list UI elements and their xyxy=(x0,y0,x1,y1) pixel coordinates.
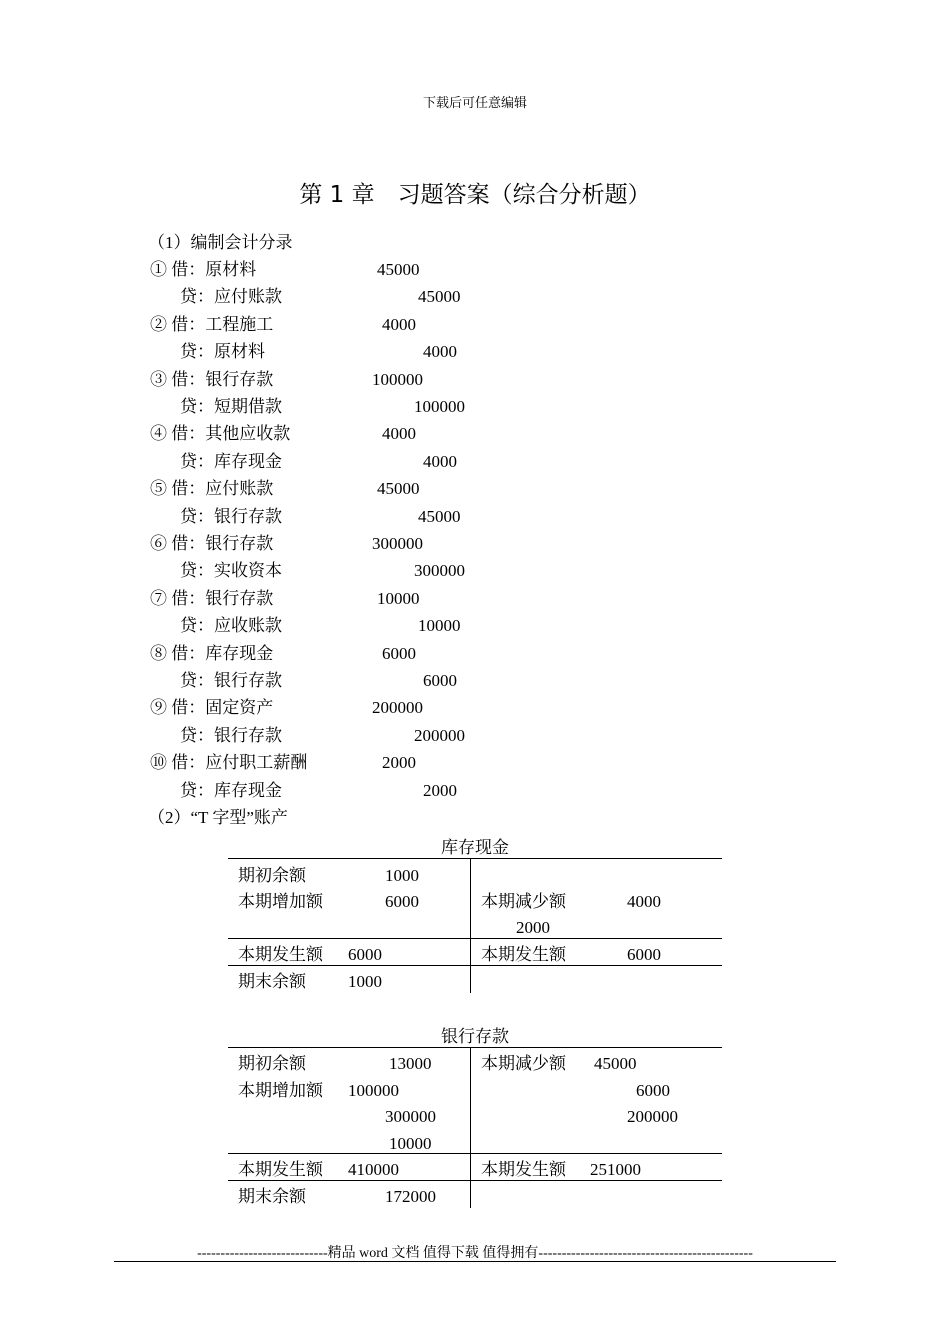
debit-account: ⑦ 借：银行存款 xyxy=(150,588,274,608)
t-account-total-rule xyxy=(228,938,722,939)
credit-amount: 45000 xyxy=(418,287,461,307)
credit-account: 贷：应收账款 xyxy=(180,616,282,636)
debit-account: ① 借：原材料 xyxy=(150,260,257,279)
decrease-value: 200000 xyxy=(627,1107,678,1126)
decrease-value: 6000 xyxy=(636,1081,670,1100)
credit-account: 贷：银行存款 xyxy=(180,725,282,745)
page-footer: ----------------------------精品 word 文档 值得下载 值得拥有---------------------------------------------- xyxy=(197,1246,753,1261)
credit-account: 贷：库存现金 xyxy=(180,451,282,471)
credit-account: 贷：银行存款 xyxy=(180,506,282,526)
debit-amount: 10000 xyxy=(377,588,420,608)
credit-total-value: 6000 xyxy=(627,945,661,964)
closing-balance-label: 期末余额 xyxy=(238,972,306,991)
closing-balance-label: 期末余额 xyxy=(238,1187,306,1206)
debit-account: ⑤ 借：应付账款 xyxy=(150,479,274,499)
debit-amount: 6000 xyxy=(382,643,416,663)
opening-balance-value: 1000 xyxy=(385,866,419,885)
credit-amount: 4000 xyxy=(423,342,457,362)
decrease-value: 45000 xyxy=(594,1054,637,1073)
increase-label: 本期增加额 xyxy=(238,1081,323,1100)
credit-account: 贷：银行存款 xyxy=(180,671,282,690)
debit-amount: 45000 xyxy=(377,479,420,499)
debit-amount: 300000 xyxy=(372,534,423,553)
t-account-divider xyxy=(470,858,471,993)
credit-account: 贷：原材料 xyxy=(180,342,265,362)
credit-account: 贷：短期借款 xyxy=(180,397,282,416)
credit-total-label: 本期发生额 xyxy=(481,945,566,964)
increase-label: 本期增加额 xyxy=(238,892,323,911)
debit-total-label: 本期发生额 xyxy=(238,1160,323,1179)
opening-balance-label: 期初余额 xyxy=(238,1054,306,1073)
debit-amount: 2000 xyxy=(382,753,416,773)
increase-value: 300000 xyxy=(385,1107,436,1126)
debit-account: ⑨ 借：固定资产 xyxy=(150,698,274,718)
credit-account: 贷：应付账款 xyxy=(180,287,282,307)
section-heading-t-accounts: （2）“T 字型”账产 xyxy=(148,808,288,827)
credit-amount: 10000 xyxy=(418,616,461,636)
debit-amount: 100000 xyxy=(372,369,423,389)
credit-total-label: 本期发生额 xyxy=(481,1160,566,1179)
credit-amount: 200000 xyxy=(414,725,465,745)
section-heading-journal: （1）编制会计分录 xyxy=(148,233,293,252)
closing-balance-value: 172000 xyxy=(385,1187,436,1206)
debit-amount: 4000 xyxy=(382,314,416,334)
t-account-top-rule xyxy=(228,1047,722,1048)
debit-account: ⑧ 借：库存现金 xyxy=(150,643,274,663)
t-account-divider xyxy=(470,1047,471,1208)
increase-value: 100000 xyxy=(348,1081,399,1100)
increase-value: 10000 xyxy=(389,1134,432,1153)
debit-account: ② 借：工程施工 xyxy=(150,314,274,334)
debit-account: ③ 借：银行存款 xyxy=(150,369,274,389)
credit-amount: 300000 xyxy=(414,561,465,581)
opening-balance-label: 期初余额 xyxy=(238,866,306,885)
credit-amount: 45000 xyxy=(418,506,461,526)
credit-account: 贷：库存现金 xyxy=(180,780,282,800)
debit-account: ⑥ 借：银行存款 xyxy=(150,534,274,553)
credit-amount: 100000 xyxy=(414,397,465,416)
t-account-title: 库存现金 xyxy=(441,838,509,858)
debit-account: ④ 借：其他应收款 xyxy=(150,424,291,444)
credit-amount: 6000 xyxy=(423,671,457,690)
credit-amount: 4000 xyxy=(423,451,457,471)
debit-account: ⑩ 借：应付职工薪酬 xyxy=(150,753,308,773)
debit-amount: 45000 xyxy=(377,260,420,279)
t-account-title: 银行存款 xyxy=(441,1027,509,1047)
decrease-value: 4000 xyxy=(627,892,661,911)
increase-value: 6000 xyxy=(385,892,419,911)
footer-rule xyxy=(114,1261,836,1262)
credit-account: 贷：实收资本 xyxy=(180,561,282,581)
decrease-label: 本期减少额 xyxy=(481,892,566,911)
page-title: 第 1 章 习题答案（综合分析题） xyxy=(299,182,651,208)
closing-balance-value: 1000 xyxy=(348,972,382,991)
t-account-total-rule xyxy=(228,1153,722,1154)
debit-total-value: 410000 xyxy=(348,1160,399,1179)
opening-balance-value: 13000 xyxy=(389,1054,432,1073)
debit-total-label: 本期发生额 xyxy=(238,945,323,964)
decrease-label: 本期减少额 xyxy=(481,1054,566,1073)
debit-amount: 4000 xyxy=(382,424,416,444)
debit-amount: 200000 xyxy=(372,698,423,718)
t-account-top-rule xyxy=(228,858,722,859)
credit-amount: 2000 xyxy=(423,780,457,800)
credit-total-value: 251000 xyxy=(590,1160,641,1179)
page-header: 下载后可任意编辑 xyxy=(422,95,527,110)
decrease-value: 2000 xyxy=(516,918,550,937)
debit-total-value: 6000 xyxy=(348,945,382,964)
